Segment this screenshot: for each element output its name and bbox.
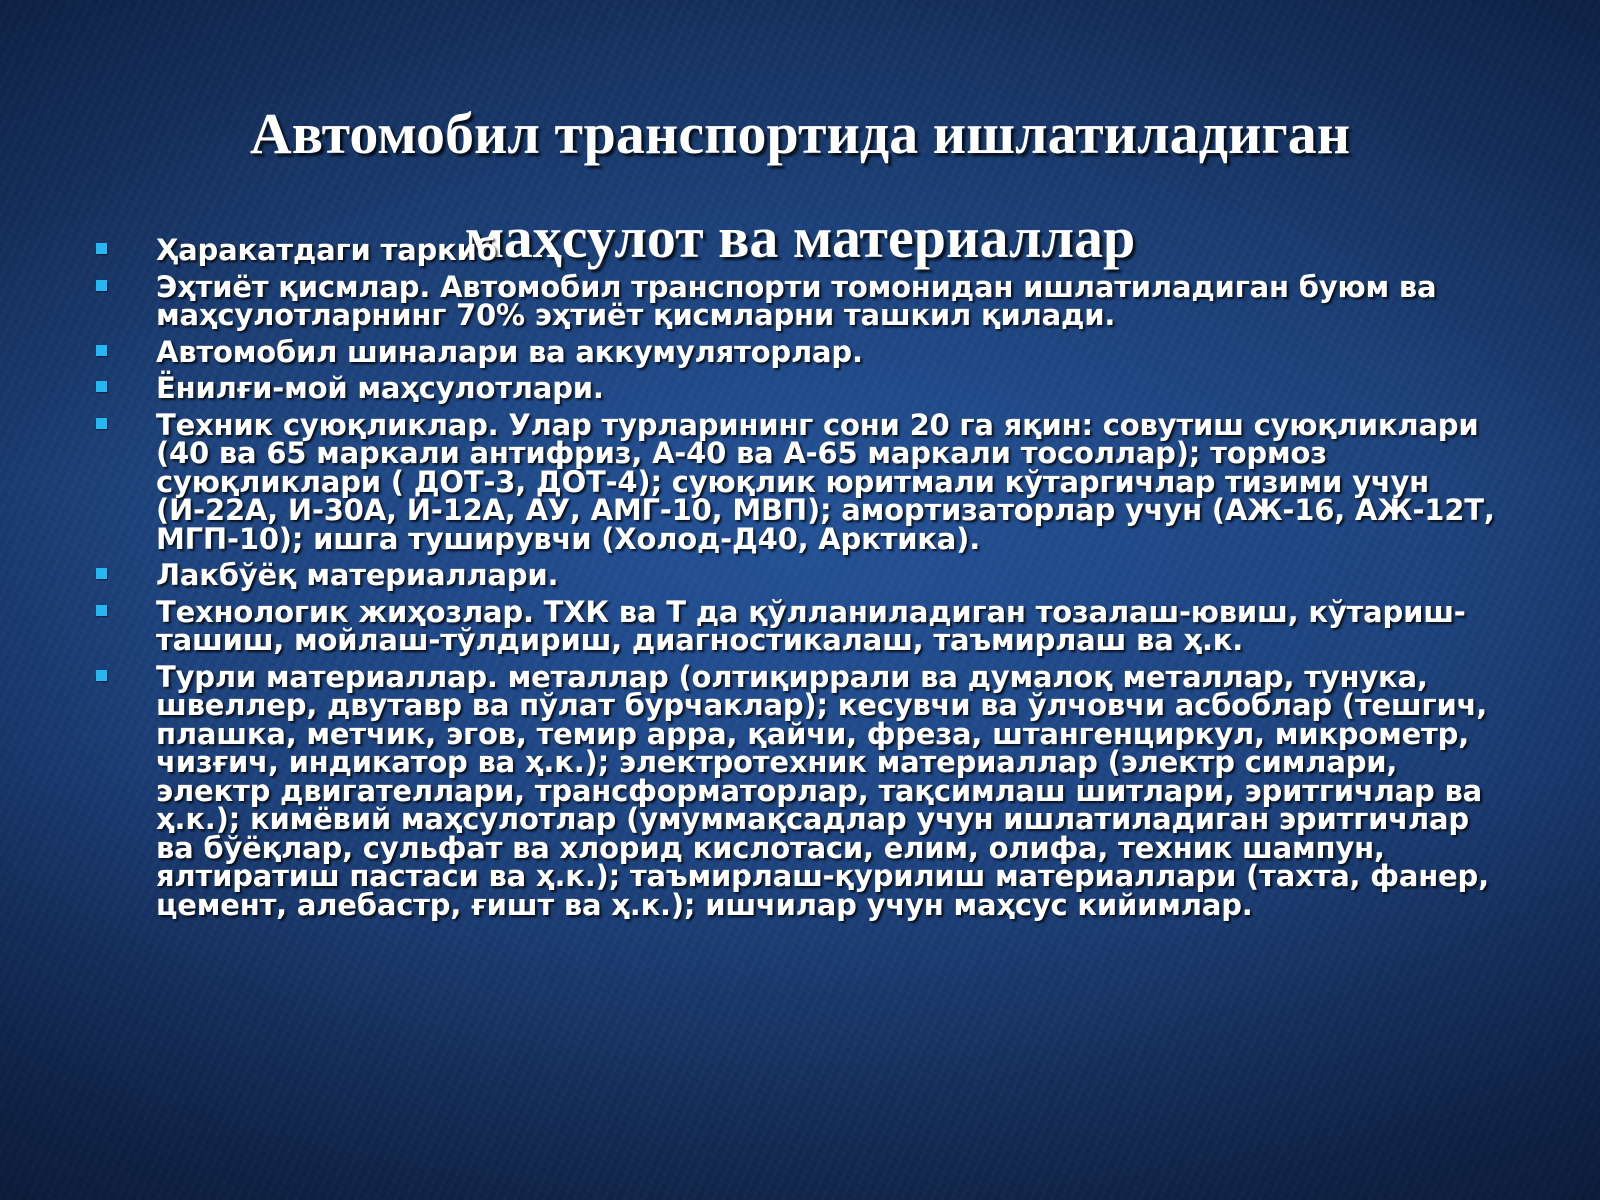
bullet-text: Эҳтиёт қисмлар. Автомобил транспорти томонидан ишлатиладиган буюм ва маҳсулотларнинг 70% эҳтиёт қисмларни ташкил қилади. [156, 269, 1437, 332]
square-bullet-icon [96, 280, 107, 291]
bullet-item [96, 558, 1516, 592]
bullet-text: Ёнилғи-мой маҳсулотлари. [156, 371, 604, 405]
square-bullet-icon [96, 670, 107, 681]
bullet-text: Турли материаллар. металлар (олтиқиррали ва думалоқ металлар, тунука, швеллер, двутавр ва пўлат бурчаклар); кесувчи ва ўлчовчи асбоблар (тешгич, плашка, метчик, эгов, темир арра, қайчи, фреза, штангенциркул, микрометр, чизғич, индикатор ва ҳ.к.); электротехник материаллар (электр симлари, электр двигателлари, трансформаторлар, тақсимлаш шитлари, эритгичлар ва ҳ.к.); кимёвий маҳсулотлар (умуммақсадлар учун ишлатиладиган эритгичлар ва бўёқлар, сульфат ва хлорид кислотаси, елим, олифа, техник шампун, ялтиратиш пастаси ва ҳ.к.); таъмирлаш-қурилиш материаллари (тахта, фанер, цемент, алебастр, ғишт ва ҳ.к.); ишчилар учун маҳсус кийимлар. [156, 659, 1489, 922]
bullet-text: Технологик жиҳозлар. ТХК ва Т да қўлланиладиган тозалаш-ювиш, кўтариш-ташиш, мойлаш-тўлдириш, диагностикалаш, таъмирлаш ва ҳ.к. [156, 594, 1466, 657]
square-bullet-icon [96, 381, 107, 392]
square-bullet-icon [96, 345, 107, 356]
bullet-item [96, 233, 1516, 267]
bullet-item [96, 659, 1516, 922]
bullet-item [96, 594, 1516, 657]
bullet-item [96, 334, 1516, 369]
slide-title: Автомобил транспортида ишлатиладиган маҳсулот ва материаллар [249, 101, 1351, 270]
square-bullet-icon [96, 568, 107, 579]
square-bullet-icon [96, 243, 107, 254]
square-bullet-icon [96, 605, 107, 616]
bullet-item [96, 371, 1516, 405]
bullet-item [96, 269, 1516, 332]
bullet-item [96, 407, 1516, 556]
bullet-text: Лакбўёқ материаллари. [156, 558, 559, 592]
bullet-text: Ҳаракатдаги таркиб [156, 233, 497, 267]
bullet-text: Автомобил шиналари ва аккумуляторлар. [156, 334, 863, 369]
bullet-text: Техник суюқликлар. Улар турларининг сони 20 га яқин: совутиш суюқликлари (40 ва 65 маркали антифриз, А-40 ва А-65 маркали тосоллар); тормоз суюқликлари ( ДОТ-3, ДОТ-4); суюқлик юритмали кўтаргичлар тизими учун (И-22А, И-30А, И-12А, АУ, АМГ-10, МВП); амортизаторлар учун (АЖ-16, АЖ-12Т, МГП-10); ишга туширувчи (Холод-Д40, Арктика). [156, 407, 1495, 556]
bullet-list [96, 233, 1516, 927]
square-bullet-icon [96, 418, 107, 429]
